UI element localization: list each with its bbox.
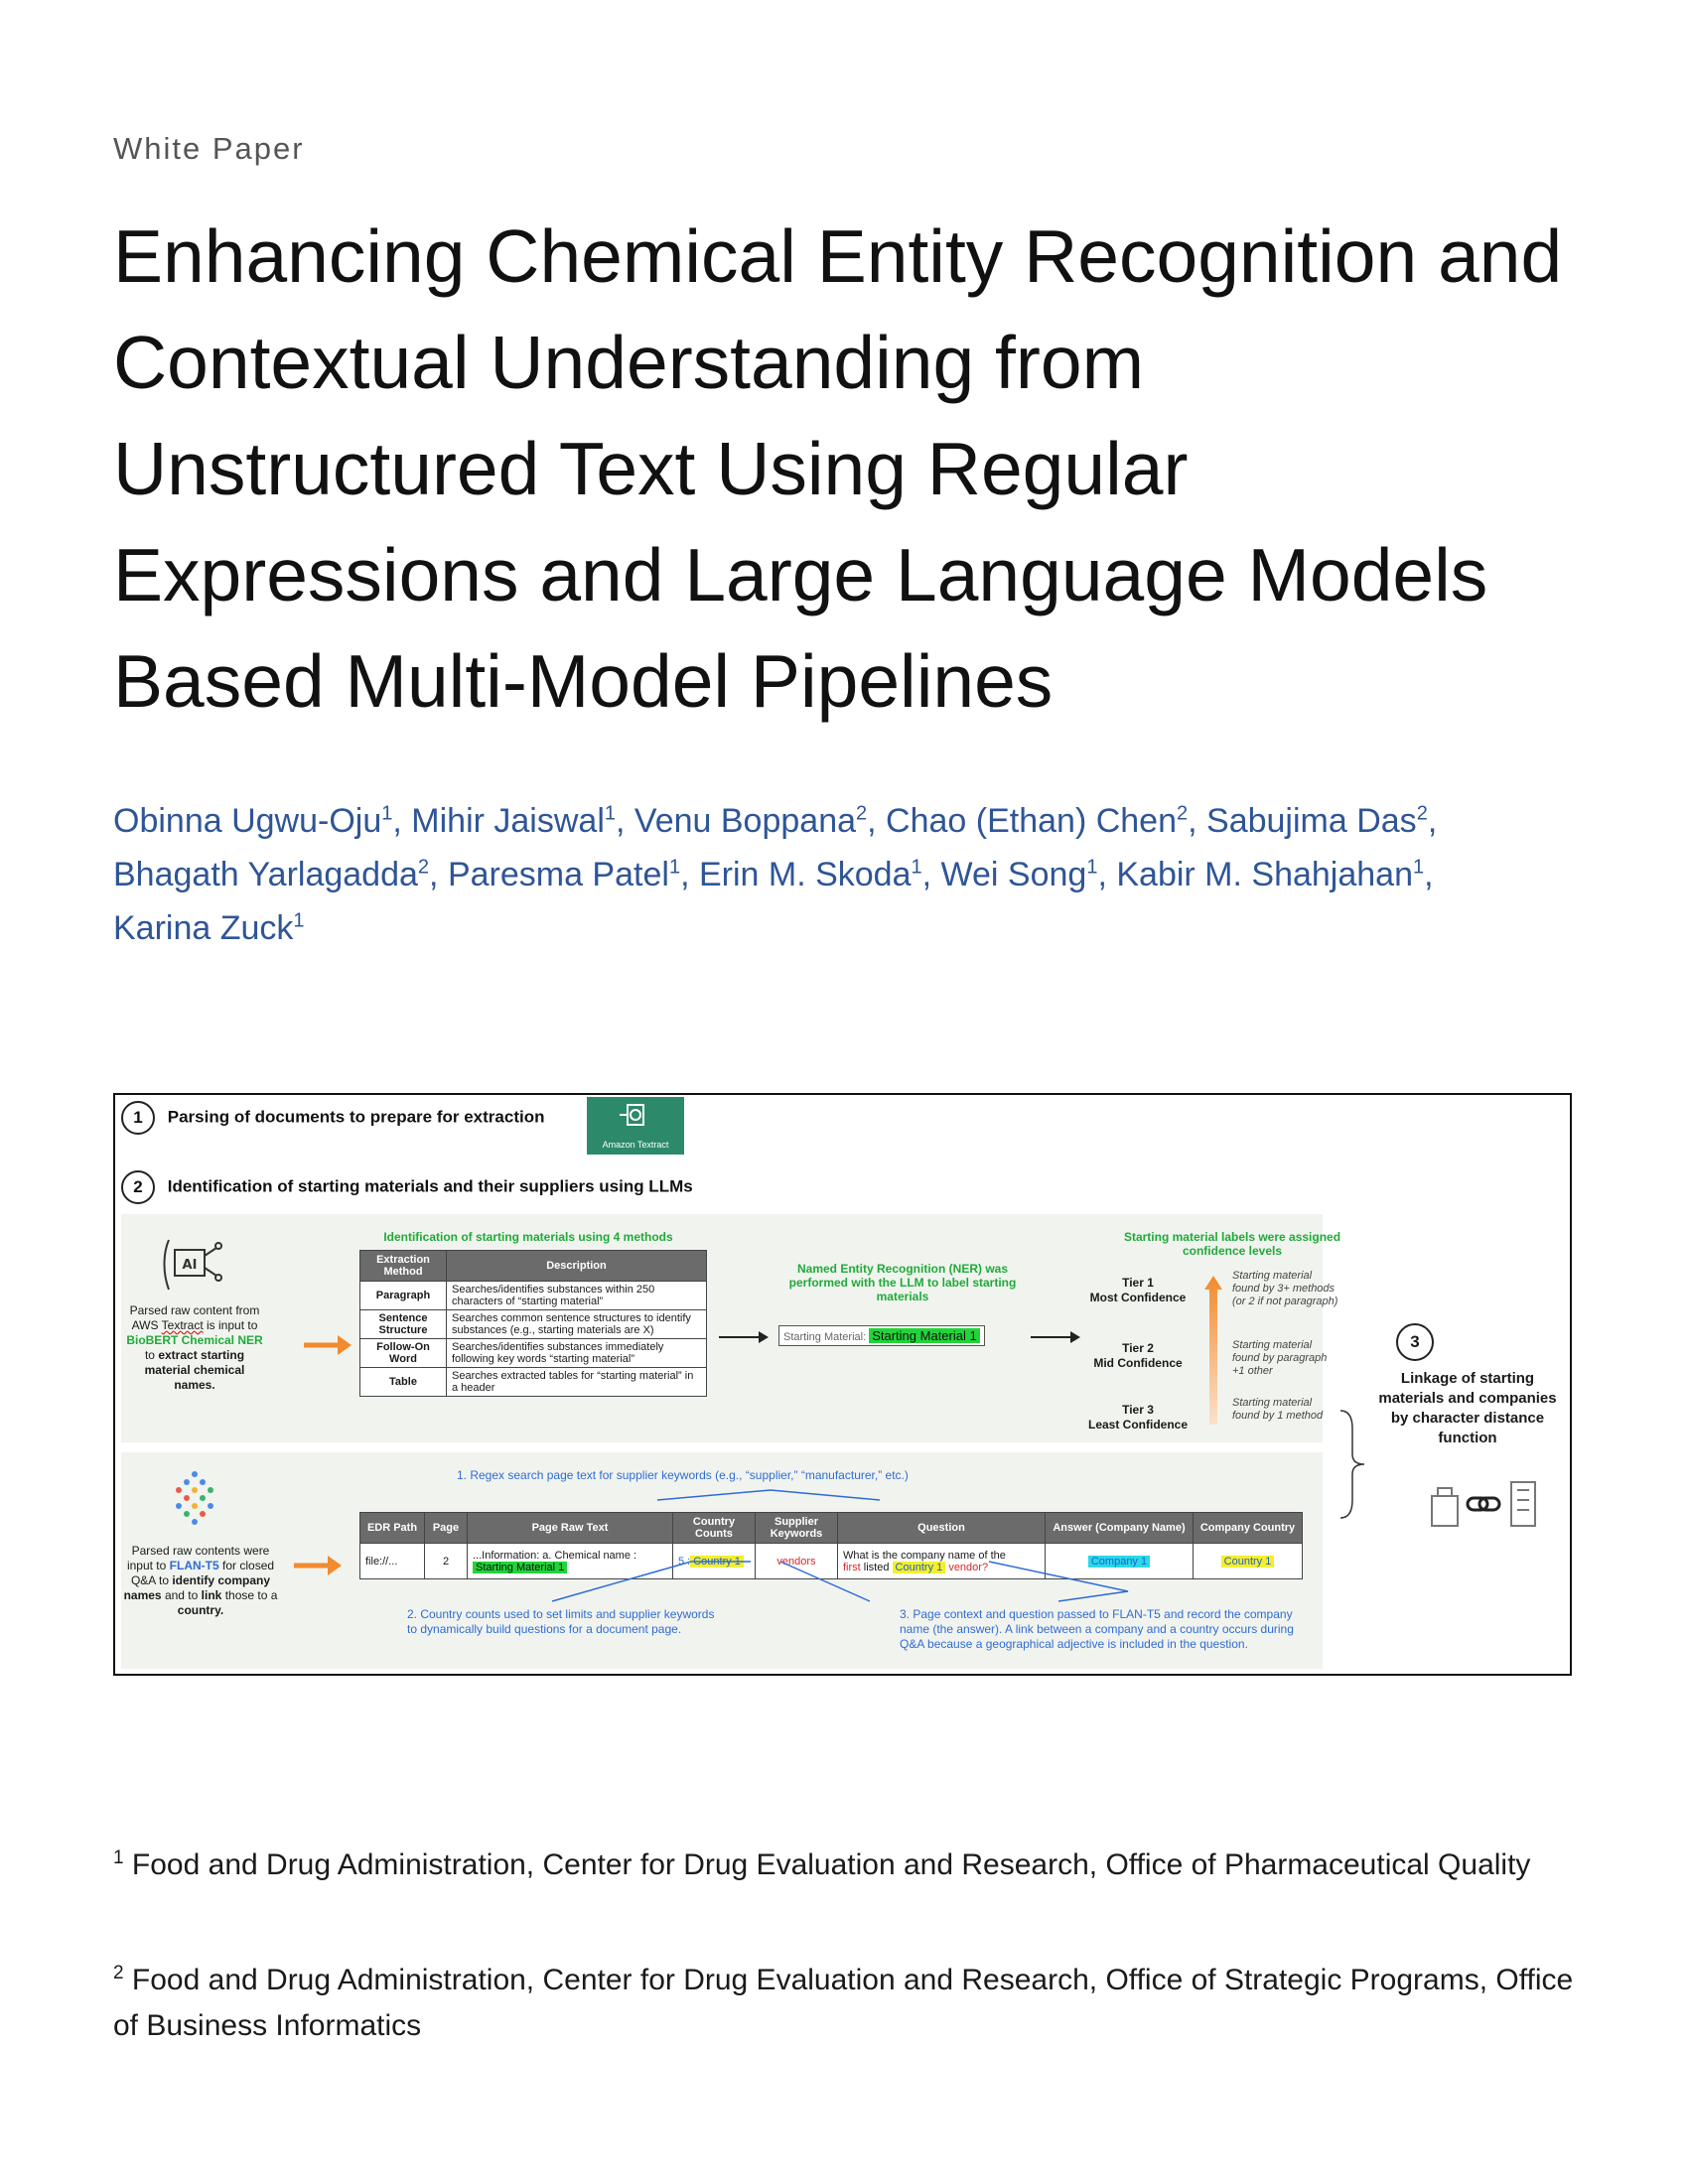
document-kicker: White Paper: [113, 131, 305, 166]
badge-label: Amazon Textract: [602, 1140, 669, 1150]
title-line: Based Multi-Model Pipelines: [113, 639, 1054, 723]
brace-icon: [1338, 1409, 1368, 1520]
tiers-title: Starting material labels were assigned confidence levels: [1123, 1230, 1341, 1258]
step1-label: Parsing of documents to prepare for extraction: [167, 1107, 545, 1127]
title-line: Contextual Understanding from: [113, 321, 1145, 404]
step2-heading: [121, 1170, 693, 1204]
tier-3-note: Starting material found by 1 method: [1232, 1397, 1324, 1422]
footnote-2: $^2$ Food and Drug Administration, Center for Drug Evaluation and Research, Office of Strategic Programs, Office of Business Informatics: [113, 1963, 1574, 2042]
pipeline-figure: [113, 1093, 1572, 1676]
title-line: Unstructured Text Using Regular: [113, 427, 1189, 510]
step-number-badge: 1: [121, 1101, 155, 1135]
author: Sabujima Das$^2$: [1206, 802, 1428, 840]
arrow-icon: [1029, 1329, 1082, 1345]
note-2: 2. Country counts used to set limits and supplier keywords to dynamically build questions for a document page.: [407, 1607, 715, 1636]
step-number-badge: 2: [121, 1170, 155, 1204]
author: Karina Zuck$^1$: [113, 909, 305, 947]
connector-lines: [353, 1482, 1307, 1621]
step3-label: Linkage of starting materials and companies by character distance function: [1378, 1370, 1557, 1446]
table-row: Follow-On Word Searches/identifies substances immediately following key words “starting material”: [360, 1339, 707, 1368]
svg-text:AI: AI: [182, 1258, 198, 1273]
table-row: file://... 2 ...Information: a. Chemical name : Starting Material 1 5 : Country 1 vendors What is the company name of the first listed Country 1 vendor? Company 1 Country 1: [360, 1544, 1303, 1579]
paper-title: [113, 204, 1593, 735]
ner-label-box: Starting Material: Starting Material 1: [778, 1325, 985, 1346]
tier-2: Tier 2 Mid Confidence: [1093, 1341, 1183, 1370]
orange-arrow-icon: [302, 1333, 353, 1357]
title-line: Enhancing Chemical Entity Recognition and: [113, 214, 1563, 298]
textract-icon: [616, 1101, 655, 1135]
table-header-row: EDR Path Page Page Raw Text Country Counts Supplier Keywords Question Answer (Company Name) Company Country: [360, 1513, 1303, 1544]
tier-1-note: Starting material found by 3+ methods (or 2 if not paragraph): [1232, 1270, 1338, 1307]
author: Obinna Ugwu-Oju$^1$: [113, 802, 393, 840]
step1-heading: [121, 1101, 544, 1135]
table-row: Sentence Structure Searches common sentence structures to identify substances (e.g., starting materials are X): [360, 1310, 707, 1339]
amazon-textract-badge: [587, 1097, 684, 1155]
orange-arrow-icon: [292, 1554, 344, 1577]
ner-title: Named Entity Recognition (NER) was performed with the LLM to label starting materials: [788, 1262, 1017, 1303]
step2-label: Identification of starting materials and their suppliers using LLMs: [167, 1176, 693, 1196]
table-row: Table Searches extracted tables for “starting material” in a header: [360, 1368, 707, 1397]
author: Kabir M. Shahjahan$^1$: [1116, 856, 1425, 893]
arrow-icon: [717, 1329, 771, 1345]
confidence-gradient-arrow: [1204, 1276, 1222, 1425]
table-header-row: Extraction Method Description: [360, 1251, 707, 1282]
step-number-badge: 3: [1396, 1323, 1434, 1361]
note-3: 3. Page context and question passed to FLAN-T5 and record the company name (the answer). A link between a company and a country occurs during Q&A because a geographical adjective is included in the question.: [900, 1607, 1294, 1651]
note-1: 1. Regex search page text for supplier keywords (e.g., “supplier,” “manufacturer,” etc.): [457, 1468, 909, 1482]
tier-2-note: Starting material found by paragraph +1 other: [1232, 1339, 1328, 1377]
author: Erin M. Skoda$^1$: [698, 856, 922, 893]
methods-title: Identification of starting materials using 4 methods: [383, 1230, 673, 1244]
methods-table: [359, 1250, 707, 1397]
author: Venu Boppana$^2$: [633, 802, 868, 840]
ner-side-caption: Parsed raw content from AWS Textract is input to BioBERT Chemical NER to extract starting material chemical names.: [126, 1303, 263, 1392]
link-chain-icon: [1428, 1474, 1547, 1530]
author: Mihir Jaiswal$^1$: [411, 802, 616, 840]
footnote-1: $^1$ Food and Drug Administration, Center for Drug Evaluation and Research, Office of Pharmaceutical Quality: [113, 1847, 1531, 1881]
tier-1: Tier 1 Most Confidence: [1089, 1276, 1187, 1304]
author: Paresma Patel$^1$: [447, 856, 681, 893]
table-row: Paragraph Searches/identifies substances within 250 characters of “starting material”: [360, 1282, 707, 1310]
tier-3: Tier 3 Least Confidence: [1087, 1403, 1189, 1432]
flan-dots-icon: [165, 1468, 224, 1528]
flan-side-caption: Parsed raw contents were input to FLAN-T5 for closed Q&A to identify company names and to link those to a country.: [123, 1544, 278, 1617]
author: Bhagath Yarlagadda$^2$: [113, 856, 430, 893]
author: Wei Song$^1$: [940, 856, 1098, 893]
author: Chao (Ethan) Chen$^2$: [886, 802, 1189, 840]
author-list: Obinna Ugwu-Oju$^1$, Mihir Jaiswal$^1$, Venu Boppana$^2$, Chao (Ethan) Chen$^2$, Sabujima Das$^2$, Bhagath Yarlagadda$^2$, Paresma Patel$^1$, Erin M. Skoda$^1$, Wei Song$^1$, Kabir M. Shahjahan$^1$, Karina Zuck$^1$: [113, 802, 1438, 947]
ai-brain-icon: [159, 1234, 224, 1296]
title-line: Expressions and Large Language Models: [113, 533, 1488, 616]
